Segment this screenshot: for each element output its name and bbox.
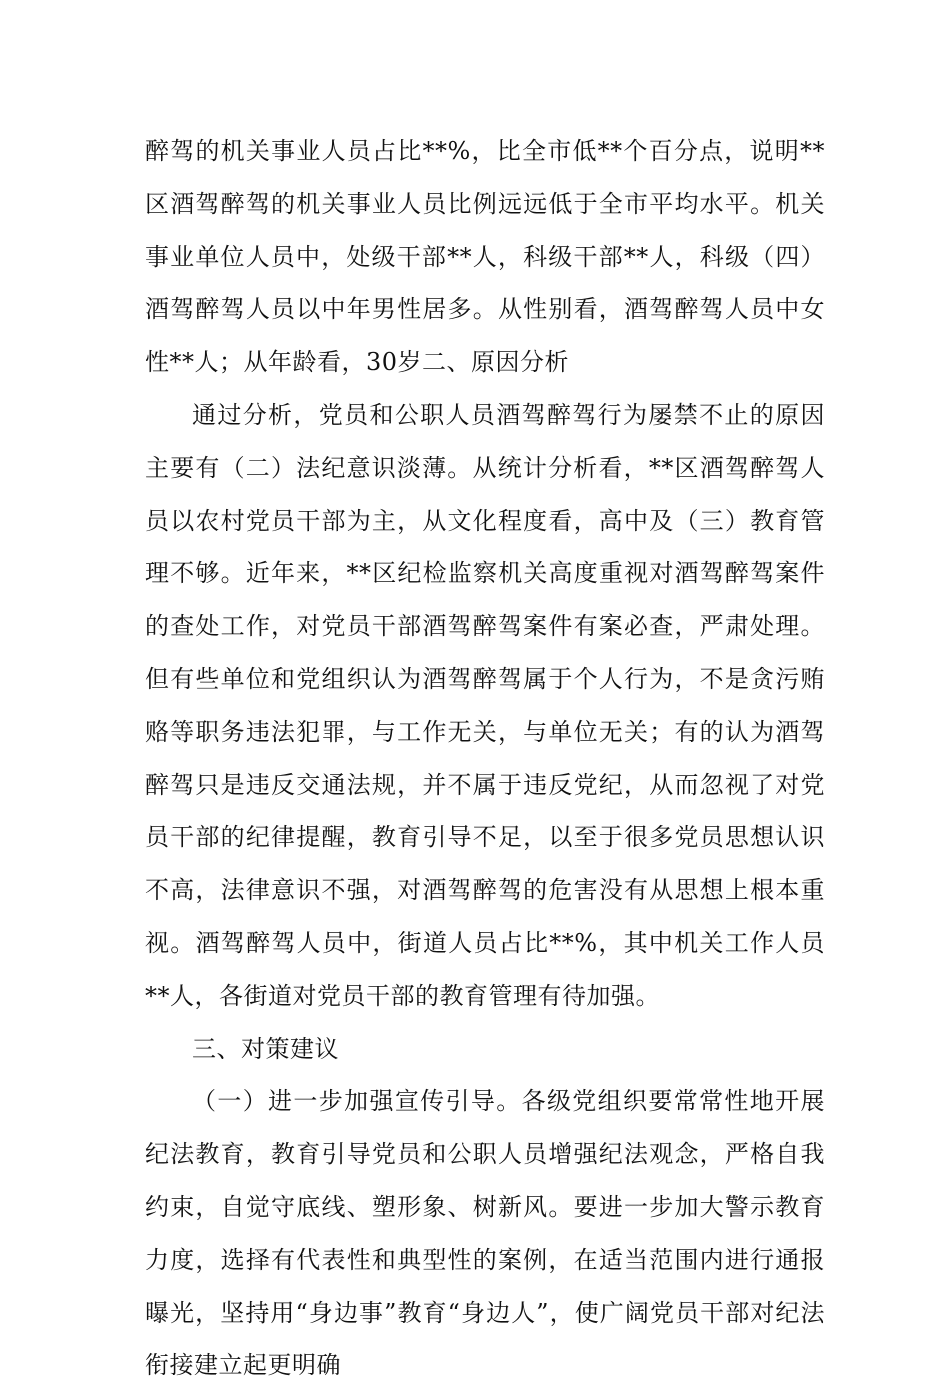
paragraph-publicity-guidance: （一）进一步加强宣传引导。各级党组织要常常性地开展纪法教育，教育引导党员和公职人员增强纪法观念，严格自我约束，自觉守底线、塑形象、树新风。要进一步加大警示教育力度，选择有代表性和典型性的案例，在适当范围内进行通报曝光，坚持用“身边事”教育“身边人”，使广阔党员干部对纪法衔接建立起更明确 [145,1087,825,1380]
paragraph-cause-analysis: 通过分析，党员和公职人员酒驾醉驾行为屡禁不止的原因主要有（二）法纪意识淡薄。从统计分析看，**区酒驾醉驾人员以农村党员干部为主，从文化程度看，高中及（三）教育管理不够。近年来，**区纪检监察机关高度重视对酒驾醉驾案件的查处工作，对党员干部酒驾醉驾案件有案必查，严肃处理。但有些单位和党组织认为酒驾醉驾属于个人行为，不是贪污贿赂等职务违法犯罪，与工作无关，与单位无关；有的认为酒驾醉驾只是违反交通法规，并不属于违反党纪，从而忽视了对党员干部的纪律提醒，教育引导不足，以至于很多党员思想认识不高，法律意识不强，对酒驾醉驾的危害没有从思想上根本重视。酒驾醉驾人员中，街道人员占比**%，其中机关工作人员**人，各街道对党员干部的教育管理有待加强。 [145,400,825,1010]
paragraph-continuation: 醉驾的机关事业人员占比**%，比全市低**个百分点，说明**区酒驾醉驾的机关事业人员比例远远低于全市平均水平。机关事业单位人员中，处级干部**人，科级干部**人，科级（四）酒驾醉驾人员以中年男性居多。从性别看，酒驾醉驾人员中女性**人；从年龄看，30岁二、原因分析 [145,137,825,377]
section-heading-countermeasures: 三、对策建议 [192,1034,339,1063]
document-body [145,125,825,1392]
